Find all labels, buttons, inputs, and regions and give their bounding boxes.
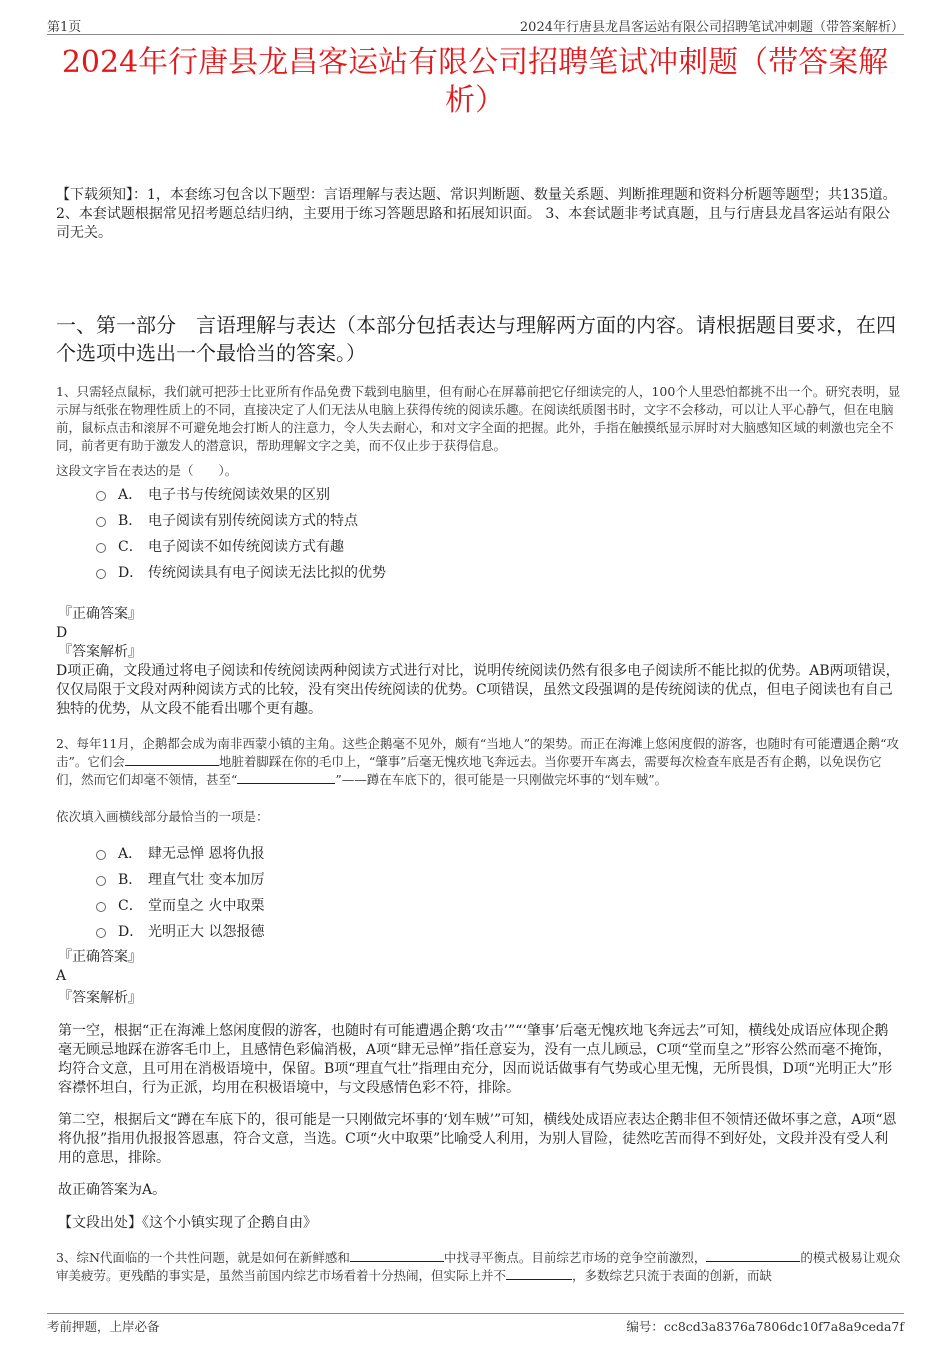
q1-question: 这段文字旨在表达的是（ ）。 [56, 463, 238, 478]
q2-answer: A [56, 968, 67, 984]
q1-options [96, 481, 386, 585]
radio-icon[interactable] [96, 902, 106, 912]
radio-icon[interactable] [96, 850, 106, 860]
q1-stem: 1、只需轻点鼠标，我们就可把莎士比亚所有作品免费下载到电脑里，但有耐心在屏幕前把它仔细读完的人，100个人里恐怕都挑不出一个。研究表明，显示屏与纸张在物理性质上的不同，直接决定了人们无法从电脑上获得传统的阅读乐趣。在阅读纸质图书时，文字不会移动，可以让人平心静气，但在电脑前，鼠标点击和滚屏不可避免地会打断人的注意力，令人失去耐心，和对文字全面的把握。此外，手指在触摸纸显示屏时对大脑感知区域的刺激也完全不同，前者更有助于激发人的潜意识，帮助理解文字之美，而不仅止步于获得信息。 [56, 384, 901, 453]
q1-analysis: D项正确，文段通过将电子阅读和传统阅读两种阅读方式进行对比，说明传统阅读仍然有很多电子阅读所不能比拟的优势。AB两项错误，仅仅局限于文段对两种阅读方式的比较，没有突出传统阅读的优势。C项错误，虽然文段强调的是传统阅读的优点，但电子阅读也有自己独特的优势，从文段不能看出哪个更有趣。 [56, 663, 900, 717]
q2-blank-2 [237, 771, 335, 784]
q2-option-d[interactable]: D． 光明正大 以怨报德 [96, 918, 264, 944]
q2-analysis-2: 第二空，根据后文“蹲在车底下的，很可能是一只刚做完坏事的‘划车贼’”可知，横线处成语应表达企鹅非但不领情还做坏事之意，A项“恩将仇报”指用仇报报答恩惠，符合文意，当选。C项“火中取栗”比喻受人利用，为别人冒险，徒然吃苦而得不到好处，文段并没有受人利用的意思，排除。 [58, 1112, 897, 1166]
q2-options [96, 840, 264, 944]
download-notice: 【下载须知】：1，本套练习包含以下题型：言语理解与表达题、常识判断题、数量关系题、判断推理题和资料分析题等题型；共135道。 2、本套试题根据常见招考题总结归纳，主要用于练习答题思路和拓展知识面。 3、本套试题非考试真题，且与行唐县龙昌客运站有限公司无关。 [56, 187, 897, 241]
q2-blank-1 [125, 753, 219, 766]
q2-option-b[interactable]: B． 理直气壮 变本加厉 [96, 866, 264, 892]
section-title: 一、第一部分 言语理解与表达（本部分包括表达与理解两方面的内容。请根据题目要求，在四个选项中选出一个最恰当的答案。） [56, 313, 896, 365]
page-title: 2024年行唐县龙昌客运站有限公司招聘笔试冲刺题（带答案解析） [61, 45, 889, 118]
radio-icon[interactable] [96, 491, 106, 501]
q3-stem: 3、综N代面临的一个共性问题，就是如何在新鲜感和 中找寻平衡点。目前综艺市场的竞争空前激烈， 的模式极易让观众审美疲劳。更残酷的事实是，虽然当前国内综艺市场看着十分热闹，但实际上并不 ，多数综艺只流于表面的创新，而缺 [56, 1250, 901, 1283]
q2-analysis-label: 『答案解析』 [58, 990, 142, 1006]
q3-blank-2 [706, 1249, 800, 1262]
q1-option-d[interactable]: D． 传统阅读具有电子阅读无法比拟的优势 [96, 559, 386, 585]
q3-blank-1 [350, 1249, 444, 1262]
radio-icon[interactable] [96, 569, 106, 579]
q2-stem: 2、每年11月，企鹅都会成为南非西蒙小镇的主角。这些企鹅毫不见外，颇有“当地人”的架势。而正在海滩上悠闲度假的游客，也随时有可能遭遇企鹅“攻击”。它们会 地脏着脚踩在你的毛巾上，“肇事”后毫无愧疚地飞奔远去。当你要开车离去，需要每次检查车底是否有企鹅，以免误伤它们，然而它们却毫不领情，甚至“ ”——蹲在车底下的，很可能是一只刚做完坏事的“划车贼”。 [56, 736, 900, 787]
q2-analysis-1: 第一空，根据“正在海滩上悠闲度假的游客，也随时有可能遭遇企鹅‘攻击’”“‘肇事’后毫无愧疚地飞奔远去”可知，横线处成语应体现企鹅毫无顾忌地踩在游客毛巾上，且感情色彩偏消极，A项“肆无忌惮”指任意妄为，没有一点儿顾忌，C项“堂而皇之”形容公然而毫不掩饰，均符合文意，且可用在消极语境中，保留。B项“理直气壮”指理由充分，因而说话做事有气势或心里无愧，无所畏惧，D项“光明正大”形容襟怀坦白，行为正派，均用在积极语境中，与文段感情色彩不符，排除。 [58, 1023, 893, 1096]
q1-option-b[interactable]: B． 电子阅读有别传统阅读方式的特点 [96, 507, 386, 533]
page-number: 第1页 [47, 20, 82, 35]
q1-option-c[interactable]: C． 电子阅读不如传统阅读方式有趣 [96, 533, 386, 559]
q2-conclusion: 故正确答案为A。 [58, 1182, 167, 1198]
q1-option-a[interactable]: A． 电子书与传统阅读效果的区别 [96, 481, 386, 507]
footer-doc-id: 编号：cc8cd3a8376a7806dc10f7a8a9ceda7f [626, 1319, 904, 1334]
q2-question: 依次填入画横线部分最恰当的一项是： [56, 809, 269, 824]
radio-icon[interactable] [96, 543, 106, 553]
page-footer [47, 1313, 904, 1336]
q3-blank-3 [506, 1267, 572, 1280]
radio-icon[interactable] [96, 928, 106, 938]
radio-icon[interactable] [96, 876, 106, 886]
radio-icon[interactable] [96, 517, 106, 527]
page-header [47, 14, 904, 35]
q2-option-c[interactable]: C． 堂而皇之 火中取栗 [96, 892, 264, 918]
q1-answer: D [56, 625, 68, 641]
q2-answer-label: 『正确答案』 [58, 949, 142, 965]
header-doc-title: 2024年行唐县龙昌客运站有限公司招聘笔试冲刺题（带答案解析） [519, 20, 904, 35]
q2-source: 【文段出处】《这个小镇实现了企鹅自由》 [58, 1215, 317, 1231]
q2-option-a[interactable]: A． 肆无忌惮 恩将仇报 [96, 840, 264, 866]
footer-slogan: 考前押题，上岸必备 [47, 1319, 160, 1334]
q1-analysis-label: 『答案解析』 [58, 644, 142, 660]
q1-answer-label: 『正确答案』 [58, 606, 142, 622]
